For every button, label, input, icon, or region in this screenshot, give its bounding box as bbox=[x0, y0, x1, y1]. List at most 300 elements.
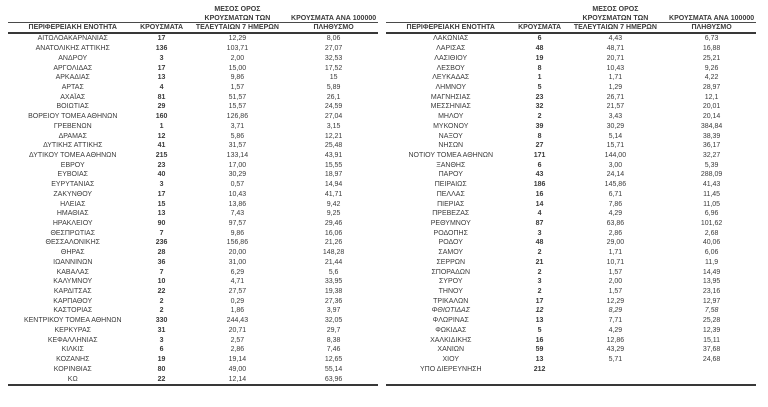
cell-per100k: 20,14 bbox=[702, 113, 721, 121]
cell-cases: 12 bbox=[535, 307, 544, 315]
col-header-cases: ΚΡΟΥΣΜΑΤΑ bbox=[518, 24, 562, 31]
table-row bbox=[386, 316, 756, 326]
table-row bbox=[386, 141, 756, 151]
cell-cases: 13 bbox=[157, 210, 166, 218]
table-row bbox=[8, 238, 378, 248]
cell-cases: 21 bbox=[535, 258, 544, 266]
cell-cases: 212 bbox=[533, 365, 546, 373]
cell-region: ΗΛΕΙΑΣ bbox=[60, 200, 86, 208]
cell-per100k: 12,39 bbox=[702, 326, 721, 334]
cell-avg7: 24,14 bbox=[606, 171, 625, 179]
table-row bbox=[8, 306, 378, 316]
header-top-rule bbox=[8, 22, 378, 23]
cell-region: ΦΩΚΙΔΑΣ bbox=[435, 326, 467, 334]
cell-region: ΚΑΣΤΟΡΙΑΣ bbox=[53, 307, 93, 315]
table-row bbox=[386, 287, 756, 297]
cell-per100k: 27,36 bbox=[324, 297, 343, 305]
cell-avg7: 51,57 bbox=[228, 93, 247, 101]
table-row bbox=[8, 160, 378, 170]
cell-cases: 17 bbox=[535, 297, 544, 305]
cell-avg7: 156,86 bbox=[226, 239, 249, 247]
col-header-avg7-line1: ΜΕΣΟΣ ΟΡΟΣ bbox=[592, 6, 639, 13]
cell-avg7: 31,00 bbox=[228, 258, 247, 266]
table-row bbox=[8, 180, 378, 190]
table-row bbox=[8, 44, 378, 54]
cell-cases: 16 bbox=[535, 336, 544, 344]
cell-cases: 12 bbox=[157, 132, 166, 140]
cell-region: ΛΑΡΙΣΑΣ bbox=[436, 45, 466, 53]
cell-region: ΚΑΛΥΜΝΟΥ bbox=[53, 278, 93, 286]
cell-region: ΛΕΣΒΟΥ bbox=[436, 64, 465, 72]
col-header-per100k-line1: ΚΡΟΥΣΜΑΤΑ ΑΝΑ 100000 bbox=[291, 15, 377, 22]
cell-avg7: 19,14 bbox=[228, 356, 247, 364]
table-row bbox=[386, 92, 756, 102]
cell-per100k: 12,21 bbox=[324, 132, 343, 140]
cell-cases: 1 bbox=[159, 122, 164, 130]
cell-region: ΑΡΓΟΛΙΔΑΣ bbox=[53, 64, 93, 72]
cell-region: ΑΡΚΑΔΙΑΣ bbox=[55, 74, 90, 82]
cell-cases: 22 bbox=[157, 288, 166, 296]
cell-cases: 27 bbox=[535, 142, 544, 150]
cell-per100k: 26,1 bbox=[326, 93, 341, 101]
cell-avg7: 2,00 bbox=[608, 278, 623, 286]
cell-region: ΠΡΕΒΕΖΑΣ bbox=[432, 210, 470, 218]
table-row bbox=[8, 121, 378, 131]
cell-per100k: 29,7 bbox=[326, 326, 341, 334]
cell-cases: 2 bbox=[537, 288, 542, 296]
cell-cases: 330 bbox=[155, 317, 168, 325]
cell-per100k: 11,9 bbox=[705, 258, 719, 266]
cell-region: ΔΥΤΙΚΟΥ ΤΟΜΕΑ ΑΘΗΝΩΝ bbox=[29, 151, 117, 159]
cell-avg7: 7,71 bbox=[608, 317, 623, 325]
cell-per100k: 5,39 bbox=[704, 161, 719, 169]
cell-cases: 13 bbox=[535, 317, 544, 325]
cell-cases: 48 bbox=[535, 239, 544, 247]
cell-avg7: 145,86 bbox=[604, 181, 627, 189]
cell-cases: 48 bbox=[535, 45, 544, 53]
cell-avg7: 97,57 bbox=[228, 220, 247, 228]
table-row bbox=[386, 44, 756, 54]
cell-cases: 5 bbox=[537, 326, 542, 334]
cell-avg7: 4,29 bbox=[608, 326, 623, 334]
cell-per100k: 15,11 bbox=[703, 336, 721, 344]
cell-cases: 236 bbox=[155, 239, 168, 247]
cell-cases: 39 bbox=[535, 122, 544, 130]
cell-cases: 3 bbox=[159, 181, 164, 189]
cell-cases: 8 bbox=[537, 64, 542, 72]
cell-cases: 81 bbox=[157, 93, 166, 101]
cell-avg7: 26,71 bbox=[606, 93, 625, 101]
cell-avg7: 2,00 bbox=[230, 54, 245, 62]
cell-region: ΘΗΡΑΣ bbox=[60, 249, 85, 257]
cell-avg7: 30,29 bbox=[228, 171, 247, 179]
cell-cases: 2 bbox=[159, 297, 164, 305]
cell-avg7: 9,86 bbox=[230, 74, 245, 82]
cell-region: ΒΟΡΕΙΟΥ ΤΟΜΕΑ ΑΘΗΝΩΝ bbox=[28, 113, 118, 121]
cell-per100k: 14,94 bbox=[324, 181, 343, 189]
cell-per100k: 5,6 bbox=[328, 268, 339, 276]
cell-cases: 32 bbox=[535, 103, 544, 111]
cell-avg7: 4,43 bbox=[608, 35, 623, 43]
cell-per100k: 63,96 bbox=[324, 375, 343, 383]
cell-per100k: 17,52 bbox=[324, 64, 343, 72]
cell-avg7: 1,86 bbox=[230, 307, 245, 315]
cell-region: ΚΕΦΑΛΛΗΝΙΑΣ bbox=[47, 336, 98, 344]
table-row bbox=[8, 112, 378, 122]
cell-region: ΑΝΔΡΟΥ bbox=[58, 54, 88, 62]
cell-per100k: 7,46 bbox=[326, 346, 341, 354]
cell-avg7: 0,29 bbox=[230, 297, 245, 305]
cell-avg7: 2,86 bbox=[608, 229, 623, 237]
cell-avg7: 9,86 bbox=[230, 229, 245, 237]
table-row bbox=[386, 131, 756, 141]
cell-cases: 171 bbox=[533, 151, 546, 159]
col-header-per100k-line1: ΚΡΟΥΣΜΑΤΑ ΑΝΑ 100000 bbox=[669, 15, 755, 22]
table-row bbox=[8, 83, 378, 93]
cell-region: ΛΑΣΙΘΙΟΥ bbox=[434, 54, 468, 62]
cell-per100k: 13,95 bbox=[702, 278, 721, 286]
cell-region: ΑΡΤΑΣ bbox=[61, 83, 84, 91]
header-top-rule bbox=[386, 22, 756, 23]
cell-avg7: 4,71 bbox=[230, 278, 245, 286]
cell-region: ΡΕΘΥΜΝΟΥ bbox=[430, 220, 471, 228]
cell-region: ΛΗΜΝΟΥ bbox=[435, 83, 466, 91]
table-row bbox=[386, 180, 756, 190]
cell-avg7: 10,43 bbox=[228, 190, 247, 198]
cell-region: ΔΥΤΙΚΗΣ ΑΤΤΙΚΗΣ bbox=[43, 142, 103, 150]
cell-region: ΝΟΤΙΟΥ ΤΟΜΕΑ ΑΘΗΝΩΝ bbox=[408, 151, 494, 159]
cell-per100k: 2,68 bbox=[704, 229, 719, 237]
cell-per100k: 20,01 bbox=[702, 103, 721, 111]
table-row bbox=[8, 34, 378, 44]
cell-cases: 3 bbox=[159, 336, 164, 344]
cell-region: ΜΕΣΣΗΝΙΑΣ bbox=[430, 103, 471, 111]
cell-per100k: 28,97 bbox=[702, 83, 721, 91]
table-row bbox=[8, 63, 378, 73]
cell-avg7: 103,71 bbox=[226, 45, 249, 53]
cell-per100k: 40,06 bbox=[702, 239, 721, 247]
cell-per100k: 8,38 bbox=[326, 336, 341, 344]
cell-avg7: 21,57 bbox=[606, 103, 625, 111]
cell-cases: 5 bbox=[537, 83, 542, 91]
table-row bbox=[8, 335, 378, 345]
cell-region: ΒΟΙΩΤΙΑΣ bbox=[56, 103, 89, 111]
cell-cases: 6 bbox=[159, 346, 164, 354]
cell-avg7: 63,86 bbox=[606, 220, 625, 228]
cell-region: ΧΑΝΙΩΝ bbox=[437, 346, 465, 354]
table-row bbox=[386, 277, 756, 287]
cell-region: ΠΙΕΡΙΑΣ bbox=[437, 200, 465, 208]
cell-cases: 10 bbox=[157, 278, 166, 286]
cell-cases: 43 bbox=[535, 171, 544, 179]
cell-per100k: 288,09 bbox=[700, 171, 723, 179]
cell-avg7: 1,57 bbox=[608, 268, 623, 276]
cell-avg7: 49,00 bbox=[228, 365, 247, 373]
table-row bbox=[8, 131, 378, 141]
cell-region: ΑΧΑΪΑΣ bbox=[60, 93, 86, 101]
cell-region: ΠΕΙΡΑΙΩΣ bbox=[434, 181, 467, 189]
cell-region: ΑΝΑΤΟΛΙΚΗΣ ΑΤΤΙΚΗΣ bbox=[35, 45, 110, 53]
table-row bbox=[386, 258, 756, 268]
cell-region: ΚΑΡΔΙΤΣΑΣ bbox=[53, 288, 92, 296]
col-header-region: ΠΕΡΙΦΕΡΕΙΑΚΗ ΕΝΟΤΗΤΑ bbox=[406, 24, 495, 31]
cell-cases: 2 bbox=[159, 307, 164, 315]
cell-per100k: 21,44 bbox=[324, 258, 343, 266]
cell-cases: 3 bbox=[537, 278, 542, 286]
col-header-per100k-line2: ΠΛΗΘΥΣΜΟ bbox=[691, 24, 732, 31]
cell-avg7: 13,86 bbox=[228, 200, 247, 208]
cell-cases: 1 bbox=[537, 74, 542, 82]
table-row bbox=[386, 326, 756, 336]
cell-per100k: 32,27 bbox=[702, 151, 721, 159]
table-row bbox=[386, 306, 756, 316]
cell-cases: 41 bbox=[157, 142, 166, 150]
cell-avg7: 1,57 bbox=[608, 288, 623, 296]
cell-cases: 90 bbox=[157, 220, 166, 228]
table-row bbox=[8, 151, 378, 161]
cell-region: ΚΟΡΙΝΘΙΑΣ bbox=[53, 365, 92, 373]
cell-avg7: 15,71 bbox=[606, 142, 625, 150]
col-header-per100k bbox=[289, 14, 378, 32]
cell-region: ΡΟΔΟΠΗΣ bbox=[433, 229, 468, 237]
table-row bbox=[386, 112, 756, 122]
cell-avg7: 3,00 bbox=[608, 161, 623, 169]
table-row bbox=[8, 102, 378, 112]
cell-avg7: 2,86 bbox=[230, 346, 245, 354]
cell-per100k: 24,68 bbox=[702, 356, 721, 364]
cell-avg7: 27,57 bbox=[228, 288, 247, 296]
cell-per100k: 37,68 bbox=[702, 346, 721, 354]
cell-per100k: 5,89 bbox=[326, 83, 341, 91]
cell-cases: 6 bbox=[537, 35, 542, 43]
cell-region: ΗΜΑΘΙΑΣ bbox=[56, 210, 89, 218]
cell-cases: 36 bbox=[157, 258, 166, 266]
cell-region: ΣΑΜΟΥ bbox=[438, 249, 464, 257]
table-row bbox=[8, 258, 378, 268]
cell-cases: 16 bbox=[535, 190, 544, 198]
cell-per100k: 9,42 bbox=[326, 200, 341, 208]
table-row bbox=[386, 151, 756, 161]
table-row bbox=[8, 53, 378, 63]
cell-avg7: 3,43 bbox=[608, 113, 623, 121]
table-row bbox=[8, 277, 378, 287]
cell-cases: 40 bbox=[157, 171, 166, 179]
cell-cases: 215 bbox=[155, 151, 168, 159]
cell-cases: 87 bbox=[535, 220, 544, 228]
cell-per100k: 3,15 bbox=[326, 122, 341, 130]
cell-avg7: 133,14 bbox=[226, 151, 249, 159]
cell-avg7: 1,71 bbox=[608, 249, 623, 257]
cell-region: ΠΕΛΛΑΣ bbox=[436, 190, 465, 198]
cell-region: ΛΑΚΩΝΙΑΣ bbox=[433, 35, 469, 43]
cell-avg7: 1,71 bbox=[608, 74, 623, 82]
cell-region: ΝΑΞΟΥ bbox=[438, 132, 463, 140]
cell-per100k: 16,06 bbox=[324, 229, 343, 237]
table-body bbox=[386, 34, 756, 386]
table-row bbox=[386, 345, 756, 355]
regional-cases-table-right bbox=[386, 3, 756, 386]
cell-cases: 19 bbox=[535, 54, 544, 62]
table-body bbox=[8, 34, 378, 386]
cell-cases: 19 bbox=[157, 356, 166, 364]
table-row bbox=[386, 355, 756, 365]
cell-per100k: 148,28 bbox=[322, 249, 345, 257]
cell-per100k: 24,59 bbox=[324, 103, 343, 111]
cell-avg7: 12,86 bbox=[606, 336, 625, 344]
cell-avg7: 2,57 bbox=[230, 336, 245, 344]
table-row bbox=[386, 267, 756, 277]
table-row bbox=[8, 345, 378, 355]
cell-avg7: 5,14 bbox=[608, 132, 623, 140]
table-row bbox=[386, 248, 756, 258]
cell-cases: 17 bbox=[157, 64, 166, 72]
table-row bbox=[8, 170, 378, 180]
cell-avg7: 1,29 bbox=[608, 83, 623, 91]
cell-avg7: 20,71 bbox=[228, 326, 247, 334]
cell-region: ΛΕΥΚΑΔΑΣ bbox=[432, 74, 470, 82]
table-header bbox=[386, 3, 756, 34]
table-row bbox=[8, 92, 378, 102]
cell-region: ΚΑΒΑΛΑΣ bbox=[56, 268, 89, 276]
cell-region: ΤΗΝΟΥ bbox=[438, 288, 463, 296]
cell-per100k: 32,05 bbox=[324, 317, 343, 325]
cell-per100k: 12,97 bbox=[702, 297, 721, 305]
table-row bbox=[386, 296, 756, 306]
cell-per100k: 14,49 bbox=[702, 268, 721, 276]
cell-per100k: 36,17 bbox=[702, 142, 721, 150]
cell-per100k: 29,46 bbox=[324, 220, 343, 228]
table-row bbox=[386, 199, 756, 209]
col-header-avg7 bbox=[564, 5, 668, 32]
cell-avg7: 15,00 bbox=[228, 64, 247, 72]
cell-cases: 17 bbox=[157, 190, 166, 198]
cell-per100k: 3,97 bbox=[326, 307, 341, 315]
cell-per100k: 43,91 bbox=[324, 151, 343, 159]
cell-cases: 80 bbox=[157, 365, 166, 373]
cell-region: ΚΟΖΑΝΗΣ bbox=[56, 356, 90, 364]
cell-avg7: 15,57 bbox=[228, 103, 247, 111]
cell-cases: 4 bbox=[537, 210, 542, 218]
cell-region: ΡΟΔΟΥ bbox=[438, 239, 463, 247]
regional-cases-table-left bbox=[8, 3, 378, 386]
cell-cases: 23 bbox=[535, 93, 544, 101]
table-row bbox=[8, 267, 378, 277]
cell-avg7: 4,29 bbox=[608, 210, 623, 218]
col-header-avg7-line1: ΜΕΣΟΣ ΟΡΟΣ bbox=[214, 6, 261, 13]
cell-cases: 3 bbox=[537, 229, 542, 237]
cell-region: ΘΕΣΣΑΛΟΝΙΚΗΣ bbox=[45, 239, 100, 247]
cell-per100k: 25,28 bbox=[702, 317, 721, 325]
cell-per100k: 32,53 bbox=[324, 54, 343, 62]
cell-region: ΣΕΡΡΩΝ bbox=[436, 258, 466, 266]
table-row bbox=[8, 199, 378, 209]
table-row bbox=[8, 316, 378, 326]
table-row bbox=[386, 63, 756, 73]
table-row bbox=[386, 335, 756, 345]
cell-region: ΕΥΒΟΙΑΣ bbox=[57, 171, 88, 179]
cell-cases: 4 bbox=[159, 83, 164, 91]
table-row bbox=[8, 374, 378, 384]
cell-avg7: 244,43 bbox=[226, 317, 249, 325]
cell-avg7: 144,00 bbox=[604, 151, 627, 159]
cell-cases: 17 bbox=[157, 35, 166, 43]
cell-region: ΠΑΡΟΥ bbox=[438, 171, 463, 179]
cell-per100k: 101,62 bbox=[700, 220, 723, 228]
cell-region: ΜΑΓΝΗΣΙΑΣ bbox=[430, 93, 471, 101]
cell-avg7: 3,71 bbox=[230, 122, 245, 130]
cell-region: ΥΠΟ ΔΙΕΡΕΥΝΗΣΗ bbox=[419, 365, 482, 373]
cell-per100k: 12,65 bbox=[324, 356, 343, 364]
cell-region: ΤΡΙΚΑΛΩΝ bbox=[433, 297, 469, 305]
cell-avg7: 6,71 bbox=[608, 190, 623, 198]
cell-region: ΓΡΕΒΕΝΩΝ bbox=[53, 122, 92, 130]
cell-region: ΚΑΡΠΑΘΟΥ bbox=[53, 297, 93, 305]
cell-per100k: 6,73 bbox=[704, 35, 719, 43]
cell-region: ΦΛΩΡΙΝΑΣ bbox=[432, 317, 469, 325]
cell-region: ΦΘΙΩΤΙΔΑΣ bbox=[431, 307, 470, 315]
table-row bbox=[8, 296, 378, 306]
cell-avg7: 1,57 bbox=[230, 83, 245, 91]
table-row bbox=[386, 34, 756, 44]
cell-cases: 3 bbox=[159, 54, 164, 62]
cell-per100k: 41,43 bbox=[702, 181, 721, 189]
cell-region: ΘΕΣΠΡΩΤΙΑΣ bbox=[50, 229, 96, 237]
cell-per100k: 15 bbox=[329, 74, 338, 82]
cell-avg7: 20,00 bbox=[228, 249, 247, 257]
cell-cases: 13 bbox=[157, 74, 166, 82]
cell-per100k: 41,71 bbox=[324, 190, 343, 198]
table-row bbox=[8, 190, 378, 200]
cell-per100k: 27,04 bbox=[324, 113, 343, 121]
cell-avg7: 8,29 bbox=[608, 307, 623, 315]
table-row bbox=[386, 228, 756, 238]
cell-region: ΧΙΟΥ bbox=[442, 356, 459, 364]
cell-region: ΚΕΡΚΥΡΑΣ bbox=[54, 326, 91, 334]
cell-region: ΖΑΚΥΝΘΟΥ bbox=[53, 190, 93, 198]
cell-region: ΚΩ bbox=[67, 375, 78, 383]
table-row bbox=[8, 73, 378, 83]
cell-avg7: 6,29 bbox=[230, 268, 245, 276]
cell-region: ΜΥΚΟΝΟΥ bbox=[433, 122, 469, 130]
table-row bbox=[386, 73, 756, 83]
cell-region: ΙΩΑΝΝΙΝΩΝ bbox=[53, 258, 93, 266]
col-header-cases: ΚΡΟΥΣΜΑΤΑ bbox=[140, 24, 184, 31]
col-header-avg7 bbox=[186, 5, 290, 32]
table-row bbox=[386, 83, 756, 93]
col-header-avg7-line3: ΤΕΛΕΥΤΑΙΩΝ 7 ΗΜΕΡΩΝ bbox=[573, 24, 657, 31]
cell-cases: 8 bbox=[537, 132, 542, 140]
cell-avg7: 12,29 bbox=[228, 35, 247, 43]
cell-cases: 136 bbox=[155, 45, 168, 53]
cell-avg7: 29,00 bbox=[606, 239, 625, 247]
cell-region: ΗΡΑΚΛΕΙΟΥ bbox=[52, 220, 93, 228]
cell-avg7: 0,57 bbox=[230, 181, 245, 189]
cell-region: ΔΡΑΜΑΣ bbox=[58, 132, 87, 140]
col-header-avg7-line3: ΤΕΛΕΥΤΑΙΩΝ 7 ΗΜΕΡΩΝ bbox=[195, 24, 279, 31]
cell-region: ΞΑΝΘΗΣ bbox=[436, 161, 466, 169]
cell-region: ΑΙΤΩΛΟΑΚΑΡΝΑΝΙΑΣ bbox=[37, 35, 108, 43]
table-row bbox=[8, 287, 378, 297]
cell-avg7: 12,29 bbox=[606, 297, 625, 305]
cell-avg7: 20,71 bbox=[606, 54, 625, 62]
col-header-region: ΠΕΡΙΦΕΡΕΙΑΚΗ ΕΝΟΤΗΤΑ bbox=[28, 24, 117, 31]
cell-cases: 7 bbox=[159, 268, 164, 276]
table-row bbox=[386, 102, 756, 112]
col-header-per100k bbox=[667, 14, 756, 32]
table-row bbox=[8, 364, 378, 374]
table-row bbox=[8, 248, 378, 258]
cell-avg7: 12,14 bbox=[228, 375, 247, 383]
